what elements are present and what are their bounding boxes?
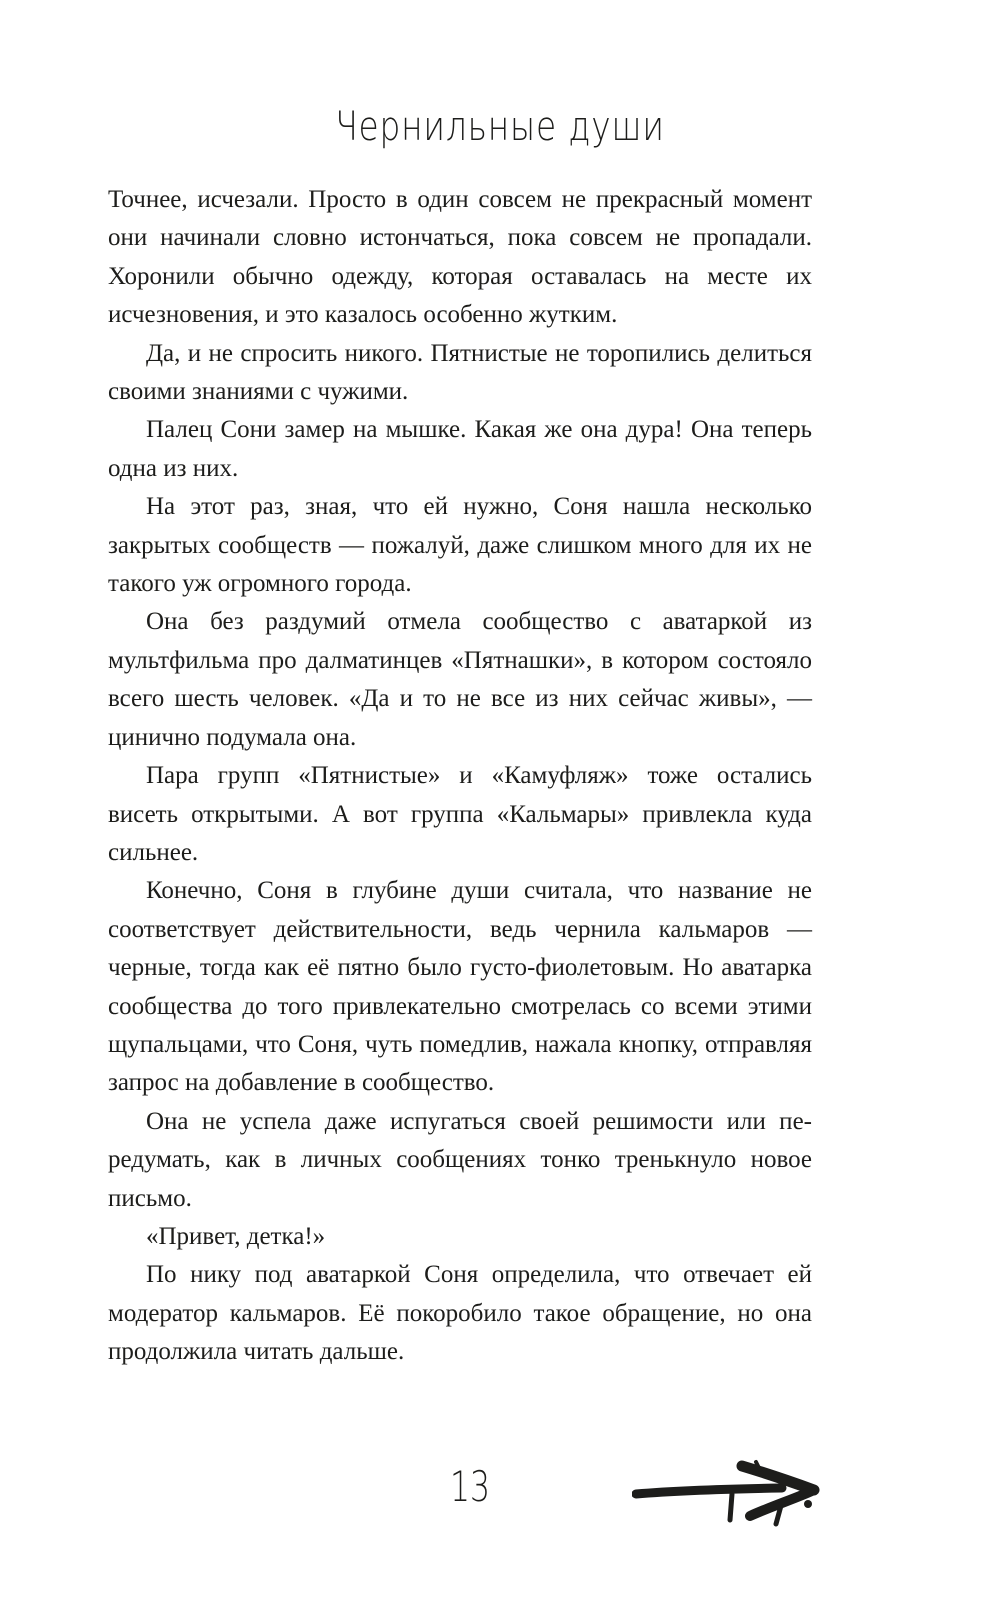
paragraph: Да, и не спросить никого. Пятнистые не торопились делиться своими знаниями с чужими. — [108, 339, 812, 406]
paragraph: «Привет, детка!» — [146, 1222, 326, 1250]
paragraph: По нику под аватаркой Соня определила, что отвечает ей модератор кальмаров. Её покоробило такое обращение, но она продолжила читать дальше. — [108, 1261, 812, 1366]
page-number: 13 — [449, 1462, 491, 1511]
paragraph: Она не успела даже испугаться своей решимости или передумать, как в личных сообщениях тонко тренькнуло новое письмо. — [108, 1107, 812, 1212]
paragraph: На этот раз, зная, что ей нужно, Соня нашла несколько закрытых сообществ — пожалуй, даже слишком много для их не такого уж огромного города. — [108, 493, 812, 598]
paragraph: Точнее, исчезали. Просто в один совсем не прекрасный момент они начинали словно истончаться, пока совсем не пропадали. Хоронили обычно одежду, которая оставалась на месте их исчезновения, и это казалось особенно жутким. — [108, 186, 812, 329]
paragraph: Конечно, Соня в глубине души считала, что название не соответствует действительности, ведь чернила кальмаров — черные, тогда как её пятно было густо-фиолетовым. Но аватарка сообщества до того привлекательно смотрелась со всеми этими щупальцами, что Соня, чуть помедлив, нажала кнопку, отправляя запрос на добавление в сообщество. — [108, 877, 812, 1097]
brush-arrow-right-icon — [632, 1458, 822, 1530]
paragraph: Она без раздумий отмела сообщество с аватаркой из мультфильма про далматинцев «Пятнашки», в котором состояло всего шесть человек. «Да и то не все из них сейчас живы», — цинично подумала она. — [108, 608, 812, 751]
body-text — [108, 181, 812, 1372]
paragraph: Пара групп «Пятнистые» и «Камуфляж» тоже остались висеть открытыми. А вот группа «Кальмары» привлекла куда сильнее. — [108, 762, 812, 866]
running-title: Чернильные души — [335, 104, 665, 150]
paragraph: Палец Сони замер на мышке. Какая же она дура! Она теперь одна из них. — [108, 416, 812, 482]
